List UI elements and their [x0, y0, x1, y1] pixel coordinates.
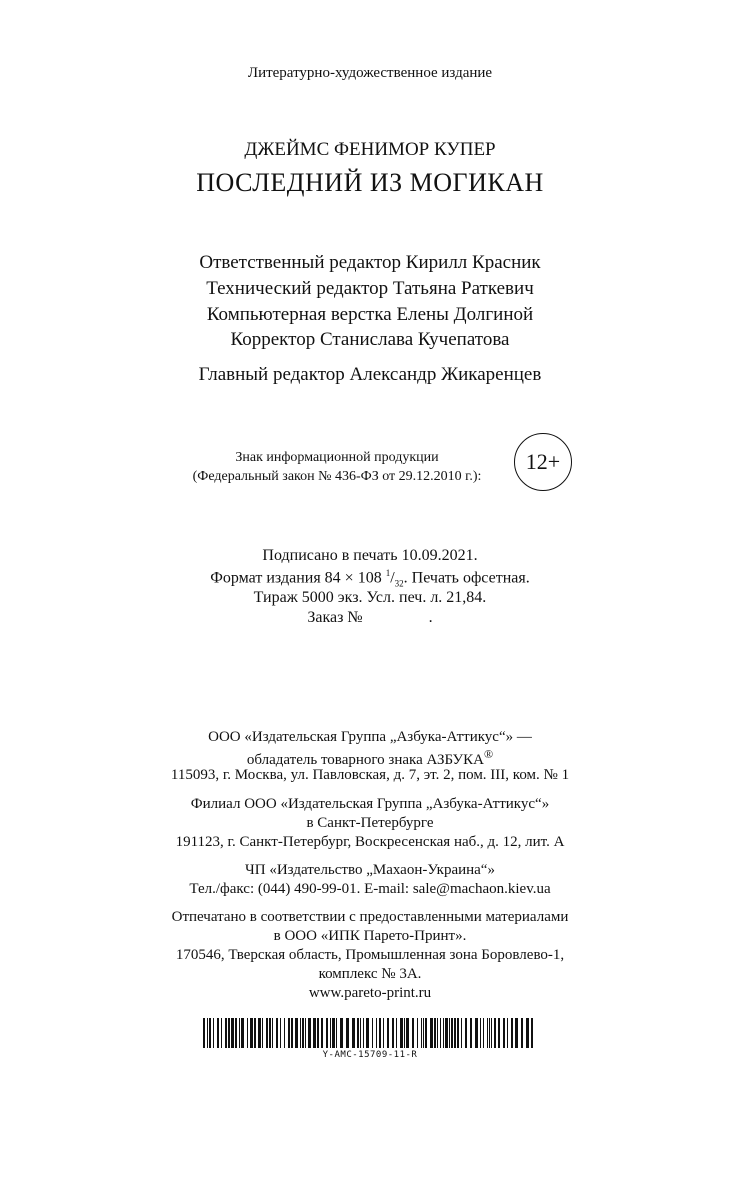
book-title: ПОСЛЕДНИЙ ИЗ МОГИКАН: [196, 168, 544, 197]
registered-mark: ®: [484, 747, 494, 761]
print-format-suffix: . Печать офсетная.: [403, 569, 530, 587]
barcode-bar: [487, 1018, 488, 1048]
barcode-bar: [254, 1018, 256, 1048]
barcode-bar: [363, 1018, 364, 1048]
barcode-bar: [376, 1018, 377, 1048]
publisher-line: ООО «Издательская Группа „Азбука-Аттикус“» —: [208, 729, 532, 745]
barcode-bar: [494, 1018, 496, 1048]
barcode-bar: [247, 1018, 248, 1048]
barcode-bar: [423, 1018, 424, 1048]
barcode-bar: [430, 1018, 433, 1048]
publisher-trademark: [0, 747, 740, 769]
barcode-bar: [498, 1018, 500, 1048]
barcode-bar: [340, 1018, 343, 1048]
barcode-bar: [425, 1018, 427, 1048]
barcode-bar: [276, 1018, 278, 1048]
barcode-bar: [372, 1018, 373, 1048]
printer-address: 170546, Тверская область, Промышленная зона Боровлево-1,: [175, 947, 565, 963]
printer-name: в ООО «ИПК Парето-Принт».: [273, 928, 467, 944]
barcode-bar: [412, 1018, 414, 1048]
barcode-bar: [284, 1018, 285, 1048]
barcode-bar: [239, 1018, 240, 1048]
barcode-bar: [387, 1018, 389, 1048]
barcode-bar: [346, 1018, 349, 1048]
barcode-bar: [461, 1018, 462, 1048]
age-rating-line: Знак информационной продукции: [235, 450, 439, 465]
age-rating-text: [172, 448, 502, 486]
barcode-bar: [262, 1018, 263, 1048]
publisher-address: 115093, г. Москва, ул. Павловская, д. 7, эт. 2, пом. III, ком. № 1: [170, 767, 570, 783]
author-name: ДЖЕЙМС ФЕНИМОР КУПЕР: [244, 139, 496, 160]
barcode-bar: [360, 1018, 361, 1048]
order-number: [0, 609, 740, 627]
barcode-bar: [483, 1018, 484, 1048]
barcode-bar: [209, 1018, 211, 1048]
barcode-bar: [383, 1018, 384, 1048]
barcode-bar: [258, 1018, 261, 1048]
barcode-bar: [451, 1018, 453, 1048]
barcode-bar: [352, 1018, 355, 1048]
barcode-bar: [321, 1018, 323, 1048]
barcode-bar: [266, 1018, 268, 1048]
print-signed: Подписано в печать 10.09.2021.: [262, 547, 478, 564]
barcode-bar: [317, 1018, 319, 1048]
barcode-bar: [213, 1018, 214, 1048]
chief-editor: Главный редактор Александр Жикаренцев: [198, 364, 542, 385]
barcode-bar: [470, 1018, 472, 1048]
barcode-bar: [511, 1018, 513, 1048]
barcode-bar: [291, 1018, 293, 1048]
barcode-bar: [225, 1018, 227, 1048]
barcode-bar: [515, 1018, 518, 1048]
barcode-bar: [217, 1018, 219, 1048]
barcode-bar: [207, 1018, 208, 1048]
barcode-bar: [437, 1018, 438, 1048]
barcode-bar: [241, 1018, 244, 1048]
barcode-bar: [449, 1018, 450, 1048]
barcode-bar: [231, 1018, 234, 1048]
barcode-bar: [221, 1018, 222, 1048]
barcode-label: Y-AMC-15709-11-R: [322, 1050, 418, 1060]
barcode-bar: [400, 1018, 403, 1048]
order-end: .: [428, 609, 433, 626]
credit-line: Корректор Станислава Кучепатова: [230, 329, 510, 350]
barcode-bar: [531, 1018, 533, 1048]
barcode-bar: [454, 1018, 456, 1048]
barcode-bar: [228, 1018, 230, 1048]
branch-address: 191123, г. Санкт-Петербург, Воскресенская наб., д. 12, лит. А: [175, 834, 565, 850]
printer-line: Отпечатано в соответствии с предоставленными материалами: [171, 909, 569, 925]
barcode-bar: [203, 1018, 205, 1048]
barcode-bar: [434, 1018, 436, 1048]
print-format-prefix: Формат издания 84 × 108: [210, 569, 386, 587]
barcode-bar: [507, 1018, 508, 1048]
order-label: Заказ №: [307, 609, 363, 626]
barcode-bar: [269, 1018, 271, 1048]
barcode-bar: [379, 1018, 381, 1048]
barcode-bar: [396, 1018, 397, 1048]
barcode-bar: [475, 1018, 478, 1048]
barcode-bar: [302, 1018, 304, 1048]
barcode-bar: [288, 1018, 290, 1048]
barcode-bar: [305, 1018, 306, 1048]
barcode-bar: [521, 1018, 523, 1048]
credit-line: Технический редактор Татьяна Раткевич: [206, 278, 534, 299]
barcode-bar: [489, 1018, 490, 1048]
barcode-bar: [491, 1018, 492, 1048]
barcode-bar: [443, 1018, 444, 1048]
barcode-bar: [313, 1018, 316, 1048]
barcode-bar: [250, 1018, 253, 1048]
age-rating-mark: 12+: [514, 433, 572, 491]
barcode-bar: [421, 1018, 422, 1048]
barcode-bar: [440, 1018, 441, 1048]
print-format: Формат издания 84 × 108 $^1/_{32}$. Печать офсетная.: [210, 568, 530, 589]
branch-line: Филиал ООО «Издательская Группа „Азбука-Аттикус“»: [190, 796, 550, 812]
barcode-bar: [330, 1018, 331, 1048]
print-run: Тираж 5000 экз. Усл. печ. л. 21,84.: [253, 589, 487, 606]
barcode-bar: [392, 1018, 394, 1048]
edition-type: Литературно-художественное издание: [247, 65, 493, 81]
barcode-bar: [336, 1018, 337, 1048]
barcode-bar: [480, 1018, 481, 1048]
format-denominator: 32: [394, 578, 404, 589]
ukraine-contacts: Тел./факс: (044) 490-99-01. E-mail: sale@machaon.kiev.ua: [189, 881, 551, 897]
publisher-trademark-text: обладатель товарного знака АЗБУКА: [246, 752, 485, 768]
barcode-bar: [366, 1018, 369, 1048]
barcode-bar: [300, 1018, 301, 1048]
barcode-bar: [308, 1018, 311, 1048]
barcode-bar: [280, 1018, 281, 1048]
printer-complex: комплекс № 3А.: [318, 966, 422, 982]
barcode-bar: [526, 1018, 529, 1048]
barcode-bars: [203, 1018, 535, 1048]
barcode-bar: [326, 1018, 328, 1048]
barcode-bar: [406, 1018, 409, 1048]
branch-city: в Санкт-Петербурге: [306, 815, 434, 831]
barcode-bar: [404, 1018, 405, 1048]
ukraine-publisher: ЧП «Издательство „Махаон-Украина“»: [245, 862, 495, 878]
barcode-bar: [465, 1018, 467, 1048]
barcode-bar: [295, 1018, 298, 1048]
barcode-bar: [357, 1018, 359, 1048]
credit-line: Компьютерная верстка Елены Долгиной: [206, 304, 534, 325]
barcode-bar: [445, 1018, 448, 1048]
barcode-bar: [503, 1018, 505, 1048]
age-rating-law: (Федеральный закон № 436-ФЗ от 29.12.2010 г.):: [192, 469, 482, 484]
barcode-bar: [332, 1018, 335, 1048]
barcode-bar: [417, 1018, 418, 1048]
credit-line: Ответственный редактор Кирилл Красник: [199, 252, 541, 273]
barcode-bar: [235, 1018, 237, 1048]
format-numerator: 1: [385, 568, 391, 578]
printer-website: www.pareto-print.ru: [308, 985, 432, 1001]
barcode-bar: [457, 1018, 459, 1048]
barcode-bar: [272, 1018, 273, 1048]
